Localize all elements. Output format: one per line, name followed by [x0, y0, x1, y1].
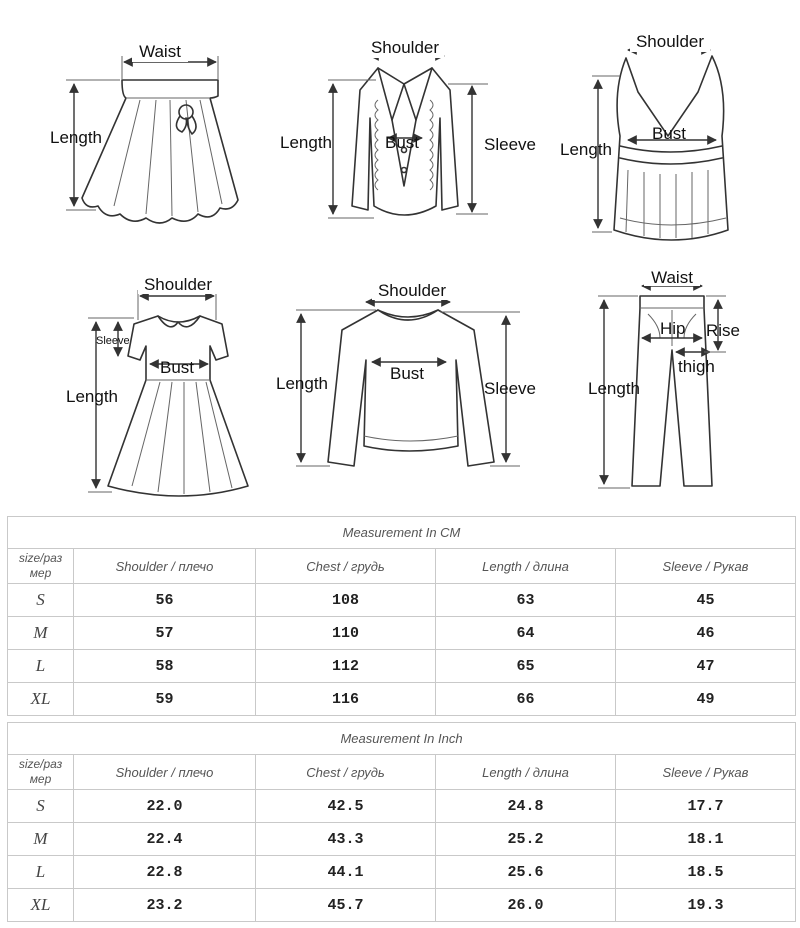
dress-length-label: Length [66, 387, 118, 406]
value-cell: 22.4 [74, 823, 256, 856]
table-row [8, 823, 796, 856]
table-row [8, 617, 796, 650]
header-chest: Chest / грудь [256, 549, 436, 584]
value-cell: 66 [436, 683, 616, 716]
sweater-diagram [276, 280, 536, 466]
bow-icon [179, 105, 193, 119]
value-cell: 26.0 [436, 889, 616, 922]
header-size: size/раз мер [8, 549, 74, 584]
table-row [8, 683, 796, 716]
value-cell: 24.8 [436, 790, 616, 823]
size-cell: L [8, 856, 74, 889]
value-cell: 25.2 [436, 823, 616, 856]
value-cell: 45 [616, 584, 796, 617]
value-cell: 57 [74, 617, 256, 650]
sweater-sleeve-label: Sleeve [484, 379, 536, 398]
value-cell: 58 [74, 650, 256, 683]
header-size: size/раз мер [8, 755, 74, 790]
value-cell: 46 [616, 617, 796, 650]
size-cell: XL [8, 889, 74, 922]
value-cell: 17.7 [616, 790, 796, 823]
value-cell: 49 [616, 683, 796, 716]
dress-shoulder-label: Shoulder [143, 275, 213, 294]
value-cell: 18.1 [616, 823, 796, 856]
pants-diagram [588, 266, 740, 488]
pants-hip-label: Hip [660, 319, 686, 338]
jacket-diagram [280, 38, 536, 218]
skirt-outline [82, 80, 238, 223]
value-cell: 64 [436, 617, 616, 650]
header-sleeve: Sleeve / Рукав [616, 549, 796, 584]
jacket-bust-label: Bust [385, 133, 420, 152]
value-cell: 43.3 [256, 823, 436, 856]
table-row [8, 856, 796, 889]
value-cell: 110 [256, 617, 436, 650]
value-cell: 65 [436, 650, 616, 683]
size-cell: M [8, 823, 74, 856]
value-cell: 116 [256, 683, 436, 716]
header-shoulder: Shoulder / плечо [74, 755, 256, 790]
table-row [8, 790, 796, 823]
value-cell: 56 [74, 584, 256, 617]
value-cell: 108 [256, 584, 436, 617]
value-cell: 18.5 [616, 856, 796, 889]
header-shoulder: Shoulder / плечо [74, 549, 256, 584]
size-cell: M [8, 617, 74, 650]
dress-bust-label: Bust [160, 358, 195, 377]
sweater-shoulder-label: Shoulder [377, 281, 447, 300]
sweater-length-label: Length [276, 374, 328, 393]
vest-shoulder-label: Shoulder [635, 32, 705, 51]
dress-sleeve-label: Sleeve [96, 335, 130, 347]
size-cell: XL [8, 683, 74, 716]
size-table-inch [7, 722, 796, 922]
jacket-shoulder-label: Shoulder [370, 38, 440, 57]
jacket-sleeve-label: Sleeve [484, 135, 536, 154]
pants-waist-label: Waist [651, 268, 693, 287]
sweater-bust-label: Bust [390, 364, 425, 383]
value-cell: 23.2 [74, 889, 256, 922]
value-cell: 19.3 [616, 889, 796, 922]
value-cell: 47 [616, 650, 796, 683]
jacket-length-label: Length [280, 133, 332, 152]
sweater-outline [328, 310, 494, 466]
size-cell: S [8, 790, 74, 823]
table-row [8, 650, 796, 683]
value-cell: 22.8 [74, 856, 256, 889]
vest-diagram [560, 32, 728, 240]
pants-length-label: Length [588, 379, 640, 398]
skirt-diagram [50, 42, 238, 223]
value-cell: 59 [74, 683, 256, 716]
value-cell: 42.5 [256, 790, 436, 823]
value-cell: 63 [436, 584, 616, 617]
header-chest: Chest / грудь [256, 755, 436, 790]
skirt-waist-label: Waist [139, 42, 181, 61]
size-cell: S [8, 584, 74, 617]
header-length: Length / длина [436, 755, 616, 790]
table-row [8, 584, 796, 617]
skirt-length-label: Length [50, 128, 102, 147]
vest-bust-label: Bust [652, 124, 687, 143]
value-cell: 112 [256, 650, 436, 683]
size-cell: L [8, 650, 74, 683]
value-cell: 45.7 [256, 889, 436, 922]
dress-diagram [66, 274, 248, 496]
pants-rise-label: Rise [706, 321, 741, 340]
size-table-cm [7, 516, 796, 716]
table-row [8, 889, 796, 922]
pants-thigh-label: thigh [678, 357, 715, 376]
value-cell: 22.0 [74, 790, 256, 823]
value-cell: 25.6 [436, 856, 616, 889]
value-cell: 44.1 [256, 856, 436, 889]
table-caption: Measurement In CM [8, 517, 796, 549]
vest-length-label: Length [560, 140, 612, 159]
header-length: Length / длина [436, 549, 616, 584]
header-sleeve: Sleeve / Рукав [616, 755, 796, 790]
table-caption: Measurement In Inch [8, 723, 796, 755]
